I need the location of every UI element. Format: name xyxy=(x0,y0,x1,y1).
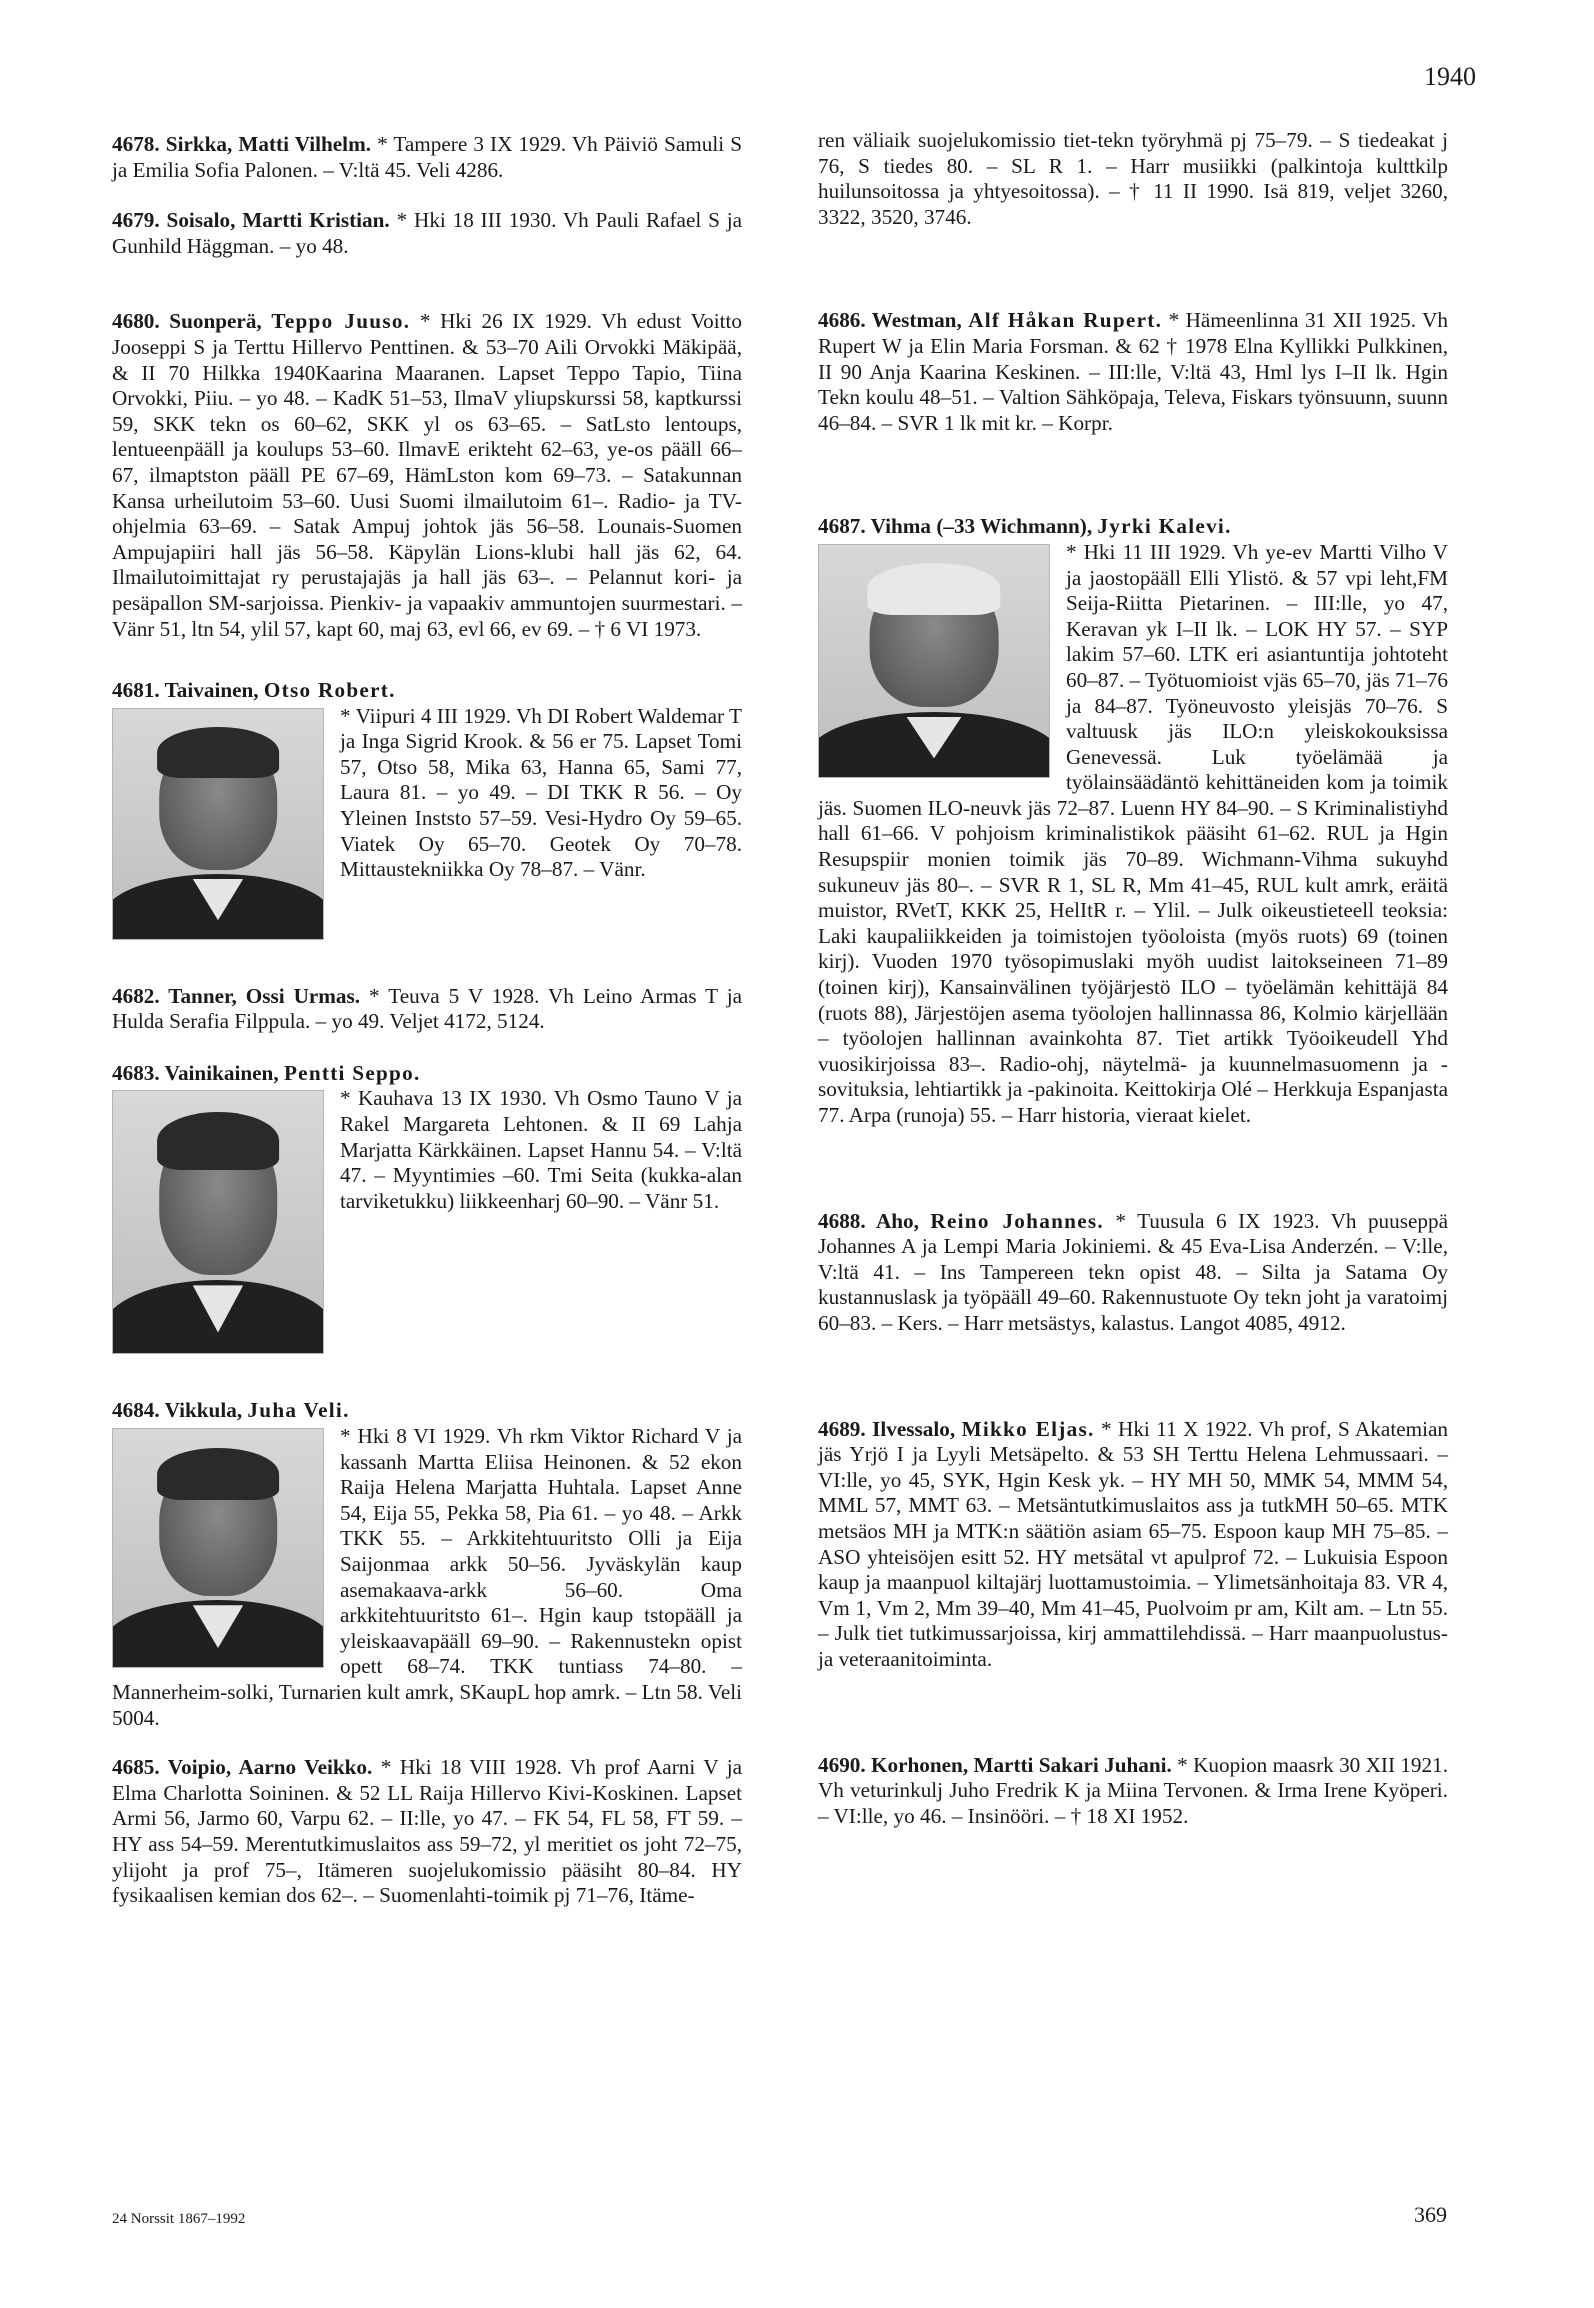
entry-number: 4687. xyxy=(818,514,866,539)
entry-name: Soisalo, Martti Kristian. xyxy=(166,208,390,233)
entry-text: * Hki 18 III 1930. Vh Pauli Rafael S ja Gunhild Häggman. – yo 48. xyxy=(112,208,743,258)
entry-given-names: Pentti Seppo. xyxy=(283,1060,421,1085)
entry-surname: Vihma (–33 Wichmann), xyxy=(870,514,1093,539)
entry-number: 4689. xyxy=(818,1416,866,1441)
right-column xyxy=(818,128,1448,1829)
entry-number: 4678. xyxy=(112,132,160,156)
entry-surname: Suonperä, xyxy=(169,309,262,334)
entry-name: Sirkka, Matti Vilhelm. xyxy=(165,132,372,156)
entry-surname: Westman, xyxy=(871,308,962,333)
entry-name: Korhonen, Martti Sakari Juhani. xyxy=(871,1752,1172,1777)
entry-4690 xyxy=(818,1753,1448,1830)
entry-4682 xyxy=(112,984,742,1035)
entry-text: * Kuopion maasrk 30 XII 1921. Vh veturinkulj Juho Fredrik K ja Miina Tervonen. & Irma Irene Kyöperi. – VI:lle, yo 46. – Insinööri. – † 18 XI 1952. xyxy=(818,1752,1448,1828)
entry-4679 xyxy=(112,208,742,259)
left-column xyxy=(112,132,742,1909)
entry-surname: Vainikainen, xyxy=(164,1060,279,1085)
entry-4680 xyxy=(112,309,742,642)
entry-4689 xyxy=(818,1417,1448,1673)
entry-number: 4690. xyxy=(818,1752,866,1777)
entry-number: 4688. xyxy=(818,1208,866,1233)
entry-4678 xyxy=(112,132,742,183)
entry-given-names: Otso Robert. xyxy=(263,678,396,703)
entry-text: * Tampere 3 IX 1929. Vh Päiviö Samuli S ja Emilia Sofia Palonen. – V:ltä 45. Veli 4286. xyxy=(112,132,743,182)
entry-given-names: Jyrki Kalevi. xyxy=(1097,514,1232,539)
entry-number: 4681. xyxy=(112,678,160,703)
entry-given-names: Juha Veli. xyxy=(247,1398,350,1423)
entry-4688 xyxy=(818,1209,1448,1337)
entry-surname: Vikkula, xyxy=(164,1398,243,1423)
entry-text: ren väliaik suojelukomissio tiet-tekn työryhmä pj 75–79. – S tiedeakat j 76, S tiedes 80. – SL R 1. – Harr musiikki (palkintoja kulttkilp huilunsoitossa ja yhtyesoitossa). – † 11 II 1990. Isä 819, veljet 3260, 3322, 3520, 3746. xyxy=(818,128,1448,229)
entry-text: * Viipuri 4 III 1929. Vh DI Robert Waldemar T ja Inga Sigrid Krook. & 56 er 75. Lapset Tomi 57, Otso 58, Mika 63, Hanna 65, Sami 77, Laura 81. – yo 49. – DI TKK R 56. – Oy Yleinen Inststo 57–59. Vesi-Hydro Oy 59–65. Viatek Oy 65–70. Geotek Oy 70–78. Mittaustekniikka Oy 78–87. – Vänr. xyxy=(340,703,742,882)
entry-number: 4686. xyxy=(818,308,866,333)
portrait-photo xyxy=(112,1090,324,1354)
page-number: 369 xyxy=(1414,2202,1447,2227)
portrait-photo xyxy=(818,544,1050,778)
entry-4683 xyxy=(112,1061,742,1359)
portrait-photo xyxy=(112,1428,324,1668)
entry-text: * Hämeenlinna 31 XII 1925. Vh Rupert W ja Elin Maria Forsman. & 62 † 1978 Elna Kyllikki Pulkkinen, II 90 Anja Kaarina Keskinen. – III:lle, V:ltä 43, Hml lys I–II lk. Hgin Tekn koulu 48–51. – Valtion Sähköpaja, Televa, Fiskars työnsuunn, suunn 46–84. – SVR 1 lk mit kr. – Korpr. xyxy=(818,308,1448,435)
entry-text: * Hki 18 VIII 1928. Vh prof Aarni V ja Elma Charlotta Soininen. & 52 LL Raija Hillervo Kivi-Koskinen. Lapset Armi 56, Jarmo 60, Varpu 62. – II:lle, yo 47. – FK 54, FL 58, FT 59. – HY ass 54–59. Merentutkimuslaitos ass 59–72, yl meritiet os joht 72–75, ylijoht ja prof 75–, Itämeren suojelukomissio pääsiht 80–84. HY fysikaalisen kemian dos 62–. – Suomenlahti-toimik pj 71–76, Itäme- xyxy=(112,1755,743,1908)
entry-surname: Ilvessalo, xyxy=(872,1416,956,1441)
entry-given-names: Alf Håkan Rupert. xyxy=(968,308,1163,333)
entry-number: 4684. xyxy=(112,1398,160,1423)
portrait-photo xyxy=(112,708,324,940)
entry-name: Voipio, Aarno Veikko. xyxy=(167,1755,373,1780)
entry-text: * Teuva 5 V 1928. Vh Leino Armas T ja Hulda Serafia Filppula. – yo 49. Veljet 4172, 5124. xyxy=(112,983,742,1034)
entry-4684 xyxy=(112,1398,742,1731)
entry-given-names: Reino Johannes. xyxy=(930,1208,1104,1233)
entry-surname: Taivainen, xyxy=(164,678,259,703)
entry-text: * Tuusula 6 IX 1923. Vh puuseppä Johannes A ja Lempi Maria Jokiniemi. & 45 Eva-Lisa Anderzén. – V:lle, V:ltä 41. – Ins Tampereen tekn opist 48. – Silta ja Satama Oy kustannuslask ja työpääll 49–60. Rakennustuote Oy tekn joht ja varatoimj 60–83. – Kers. – Harr metsästys, kalastus. Langot 4085, 4912. xyxy=(818,1208,1448,1335)
entry-text: * Hki 11 III 1929. Vh ye-ev Martti Vilho V ja jaostopääll Elli Ylistö. & 57 vpi leht,FM Seija-Riitta Pietarinen. – III:lle, yo 47, Keravan yk I–II lk. – LOK HY 57. – SYP lakim 57–60. LTK eri asiantuntija johtoteht 60–87. – Työtuomioist vjäs 65–70, jäs 71–76 ja 84–87. Työneuvosto yleisjäs 70–76. S valtuusk jäs ILO:n yleiskokouksissa Genevessä. Luk työelämää ja työlainsäädäntö kehittäneiden kom ja toimik jäs. Suomen ILO-neuvk jäs 72–87. Luenn HY 84–90. – S Kriminalistiyhd hall 61–66. V pohjoism kriminalistikok pääsiht 61–62. RUL ja Hgin Resupspiir monien toimik jäs 70–89. Wichmann-Vihma sukuyhd sukuneuv jäs 80–. – SVR R 1, SL R, Mm 41–45, RUL kult amrk, eräitä muistor, RVetT, KKK 25, HelItR r. – Ylil. – Julk oikeustieteell teoksia: Laki kaupaliikkeiden ja toimistojen työoloista (myös ruots) 69 (toinen kirj). Vuoden 1970 työsopimuslaki myöh uudist laitokseineen 71–89 (toinen kirj), Kansainvälinen työjärjestö ILO – työelämän kehittäjä 84 (ruots 88), Järjestöjen asema työolojen hallinnassa 86, Kolmio kärjellään – työolojen hallinnan avainkohta 87. Tiet artikk Työoikeudell Yhd vuosikirjoissa 83–. Radio-ohj, näytelmä- ja kuunnelmasuomenn ja -sovituksia, lehtiartikk ja -pakinoita. Keittokirja Olé – Herkkuja Espanjasta 77. Arpa (runoja) 55. – Harr historia, vieraat kielet. xyxy=(818,539,1448,1127)
footer-series-label: 24 Norssit 1867–1992 xyxy=(112,2211,246,2227)
entry-number: 4679. xyxy=(112,208,160,233)
entry-given-names: Mikko Eljas. xyxy=(961,1416,1095,1441)
entry-4685-continued xyxy=(818,128,1448,230)
entry-4686 xyxy=(818,308,1448,436)
entry-number: 4682. xyxy=(112,983,160,1008)
entry-number: 4685. xyxy=(112,1755,160,1780)
entry-surname: Aho, xyxy=(875,1208,919,1233)
entry-text: * Kauhava 13 IX 1930. Vh Osmo Tauno V ja Rakel Margareta Lehtonen. & II 69 Lahja Marjatta Kärkkäinen. Lapset Hannu 54. – V:ltä 47. – Myyntimies –60. Tmi Seita (kukka-alan tarviketukku) liikkeenharj 60–90. – Vänr 51. xyxy=(340,1086,742,1213)
entry-number: 4680. xyxy=(112,309,160,334)
entry-4685 xyxy=(112,1755,742,1909)
entry-text: * Hki 11 X 1922. Vh prof, S Akatemian jäs Yrjö I ja Lyyli Metsäpelto. & 53 SH Terttu Helena Lehmussaari. – VI:lle, yo 45, SYK, Hgin Kesk yk. – HY MH 50, MMK 54, MMM 54, MML 57, MMT 63. – Metsäntutkimuslaitos ass ja tutkMH 50–65. MTK metsäos MH ja MTK:n säätiön asiam 65–75. Espoon kaup MH 75–85. – ASO yhteisöjen esitt 52. HY metsätal vt apulprof 72. – Lukuisia Espoon kaup ja maanpuol kiltajärj luottamustoimia. – Ylimetsänhoitaja 83. VR 4, Vm 1, Vm 2, Mm 39–40, Mm 41–45, Puolvoim pr am, Kilt am. – Ltn 55. – Julk tiet tutkimussarjoissa, kirj ammattilehdissä. – Harr maanpuolustus- ja veteraanitoiminta. xyxy=(818,1416,1448,1671)
entry-text: * Hki 8 VI 1929. Vh rkm Viktor Richard V ja kassanh Martta Eliisa Heinonen. & 52 ekon Raija Helena Marjatta Huhtala. Lapset Anne 54, Eija 55, Pekka 58, Pia 61. – yo 48. – Arkk TKK 55. – Arkkitehtuuritsto Olli ja Eija Saijonmaa arkk 50–56. Jyväskylän kaup asemakaava-arkk 56–60. Oma arkkitehtuuritsto 61–. Hgin kaup tstopääll ja yleiskaavapääll 69–90. – Rakennustekn opist opett 68–74. TKK tuntiass 74–80. – Mannerheim-solki, Turnarien kult amrk, SKaupL hop amrk. – Ltn 58. Veli 5004. xyxy=(112,1424,742,1730)
entry-4681 xyxy=(112,678,742,944)
entry-name: Tanner, Ossi Urmas. xyxy=(168,983,361,1008)
entry-given-names: Teppo Juuso. xyxy=(271,309,411,334)
entry-4687 xyxy=(818,514,1448,1128)
entry-number: 4683. xyxy=(112,1060,160,1085)
page-year: 1940 xyxy=(1424,62,1476,91)
entry-text: * Hki 26 IX 1929. Vh edust Voitto Jooseppi S ja Terttu Hillervo Penttinen. & 53–70 Aili Orvokki Mäkipää, & II 70 Hilkka 1940Kaarina Maaranen. Lapset Teppo Tapio, Tiina Orvokki, Piiu. – yo 48. – KadK 51–53, IlmaV yliupskurssi 58, kaptkurssi 59, SKK tekn os 60–62, SKK yl os 63–65. – SatLsto lentoups, lentueenpääll ja koulups 53–60. IlmavE erikteht 62–63, ye-os pääll 66–67, ilmaptston pääll PE 67–69, HämLston kom 69–73. – Satakunnan Kansa urheilutoim 53–60. Uusi Suomi ilmailutoim 61–. Radio- ja TV-ohjelmia 63–69. – Satak Ampuj johtok jäs 56–58. Lounais-Suomen Ampujapiiri hall jäs 56–58. Käpylän Lions-klubi hall jäs 62, 64. Ilmailutoimittajat ry perustajajäs ja hall jäs 63–. – Pelannut kori- ja pesäpallon SM-sarjoissa. Pienkiv- ja vapaakiv ammuntojen suurmestari. – Vänr 51, ltn 54, ylil 57, kapt 60, maj 63, evl 66, ev 69. – † 6 VI 1973. xyxy=(112,309,743,641)
